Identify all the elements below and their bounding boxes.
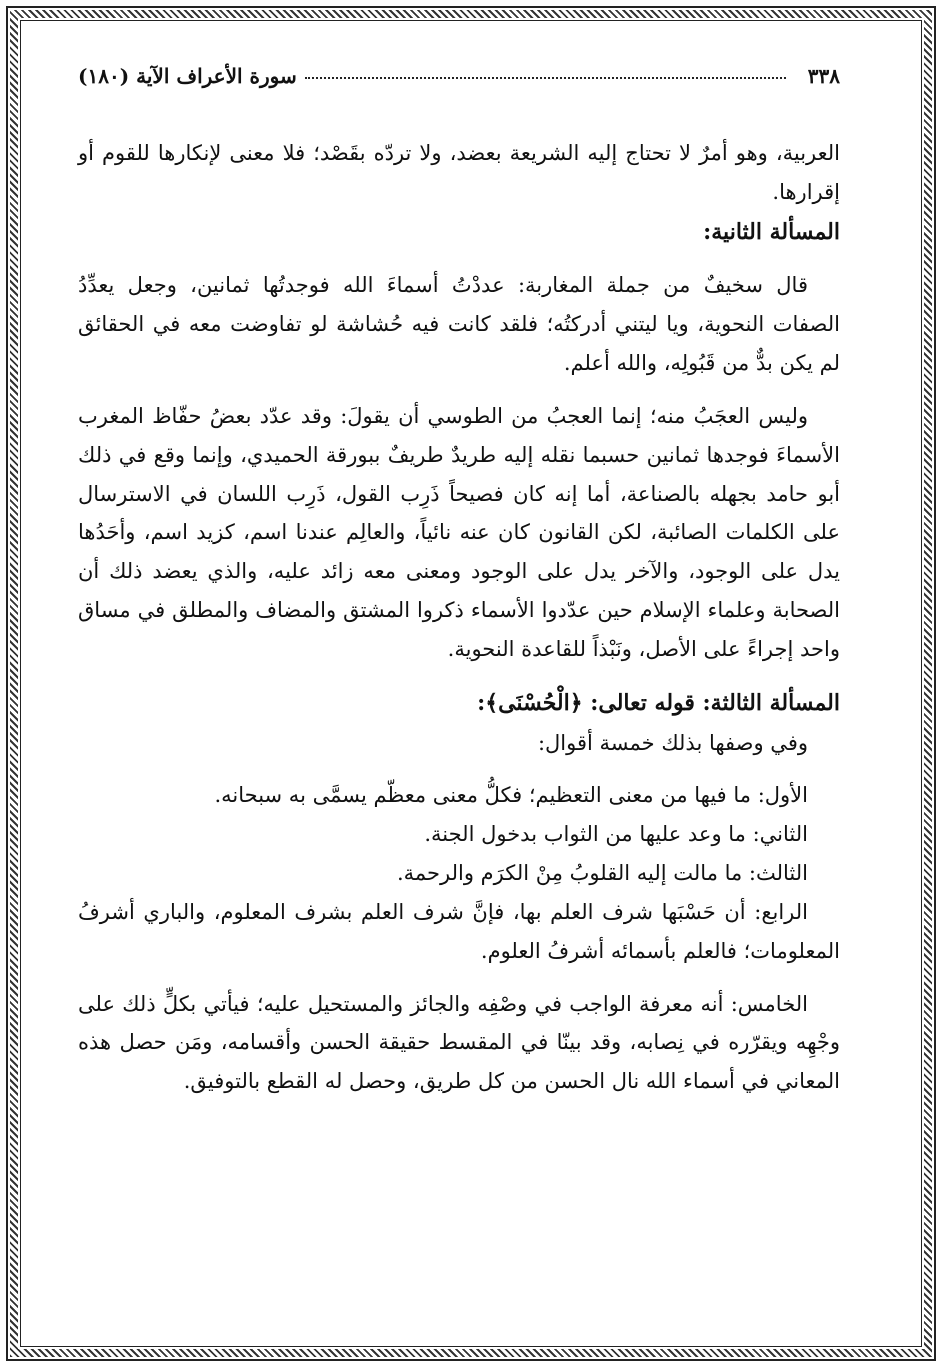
running-header bbox=[78, 64, 840, 104]
page-content bbox=[78, 64, 840, 1101]
page-number: ٣٣٨ bbox=[807, 64, 840, 88]
question-two-paragraph-2: وليس العجَبُ منه؛ إنما العجبُ من الطوسي أن يقولَ: وقد عدّد بعضُ حفّاظ المغرب الأسماءَ فوجدها ثمانين حسبما نقله إليه طريدٌ طريفٌ ببورقة الحميدي، وإنما وقع في ذلك أبو حامد بجهله بالصناعة، أما إنه كان فصيحاً ذَرِب القول، ذَرِب اللسان في الاسترسال على الكلمات الصائبة، لكن القانون كان عنه نائياً، والعالِم عندنا اسم، كزيد اسم، وأحَدُها يدل على الوجود، والآخر يدل على الوجود ومعنى معه زائد عليه، والذي يعضد ذلك أن الصحابة وعلماء الإسلام حين عدّدوا الأسماء ذكروا المشتق والمضاف والمطلق في مساق واحد إجراءً على الأصل، ونَبْذاً للقاعدة النحوية. bbox=[78, 403, 840, 661]
list-item: الرابع: أن حَسْبَها شرف العلم بها، فإنَّ شرف العلم بشرف المعلوم، والباري أشرفُ المعلومات؛ فالعلم بأسمائه أشرفُ العلوم. bbox=[78, 899, 840, 963]
list-item: الثاني: ما وعد عليها من الثواب بدخول الجنة. bbox=[424, 822, 808, 847]
question-three-heading: المسألة الثالثة: قوله تعالى: ﴿الْحُسْنَى﴾: bbox=[477, 689, 840, 716]
list-item: الأول: ما فيها من معنى التعظيم؛ فكلُّ معنى معظّم يسمَّى به سبحانه. bbox=[214, 783, 808, 808]
list-item: الثالث: ما مالت إليه القلوبُ مِنْ الكرَم والرحمة. bbox=[396, 861, 808, 886]
question-three-intro: وفي وصفها بذلك خمسة أقوال: bbox=[537, 730, 808, 755]
intro-paragraph: العربية، وهو أمرٌ لا تحتاج إليه الشريعة بعضد، ولا تردّه بقَصْد؛ فلا معنى لإنكارها للقوم أو إقرارها. bbox=[78, 141, 840, 204]
surah-title: سورة الأعراف الآية (١٨٠) bbox=[78, 64, 297, 88]
question-two-heading: المسألة الثانية: bbox=[703, 218, 840, 245]
question-two-paragraph-1: قال سخيفٌ من جملة المغاربة: عددْتُ أسماءَ الله فوجدتُها ثمانين، وجعل يعدِّدُ الصفات النحوية، ويا ليتني أدركتُه؛ فلقد كانت فيه حُشاشة لو تفاوضت معه في الحقائق لم يكن بدٌّ من قَبُولِه، والله أعلم. bbox=[78, 273, 840, 376]
header-dots bbox=[305, 77, 786, 79]
fifth-saying-paragraph: الخامس: أنه معرفة الواجب في وصْفِه والجائز والمستحيل عليه؛ فيأتي بكلٍّ ذلك على وجْهِه ويقرّره في نِصابه، وقد بينّا في المقسط حقيقة الحسن وأقسامه، ومَن حصل هذه المعاني في أسماء الله نال الحسن من كل طريق، وحصل له القطع بالتوفيق. bbox=[78, 991, 840, 1094]
sayings-list bbox=[78, 776, 840, 970]
